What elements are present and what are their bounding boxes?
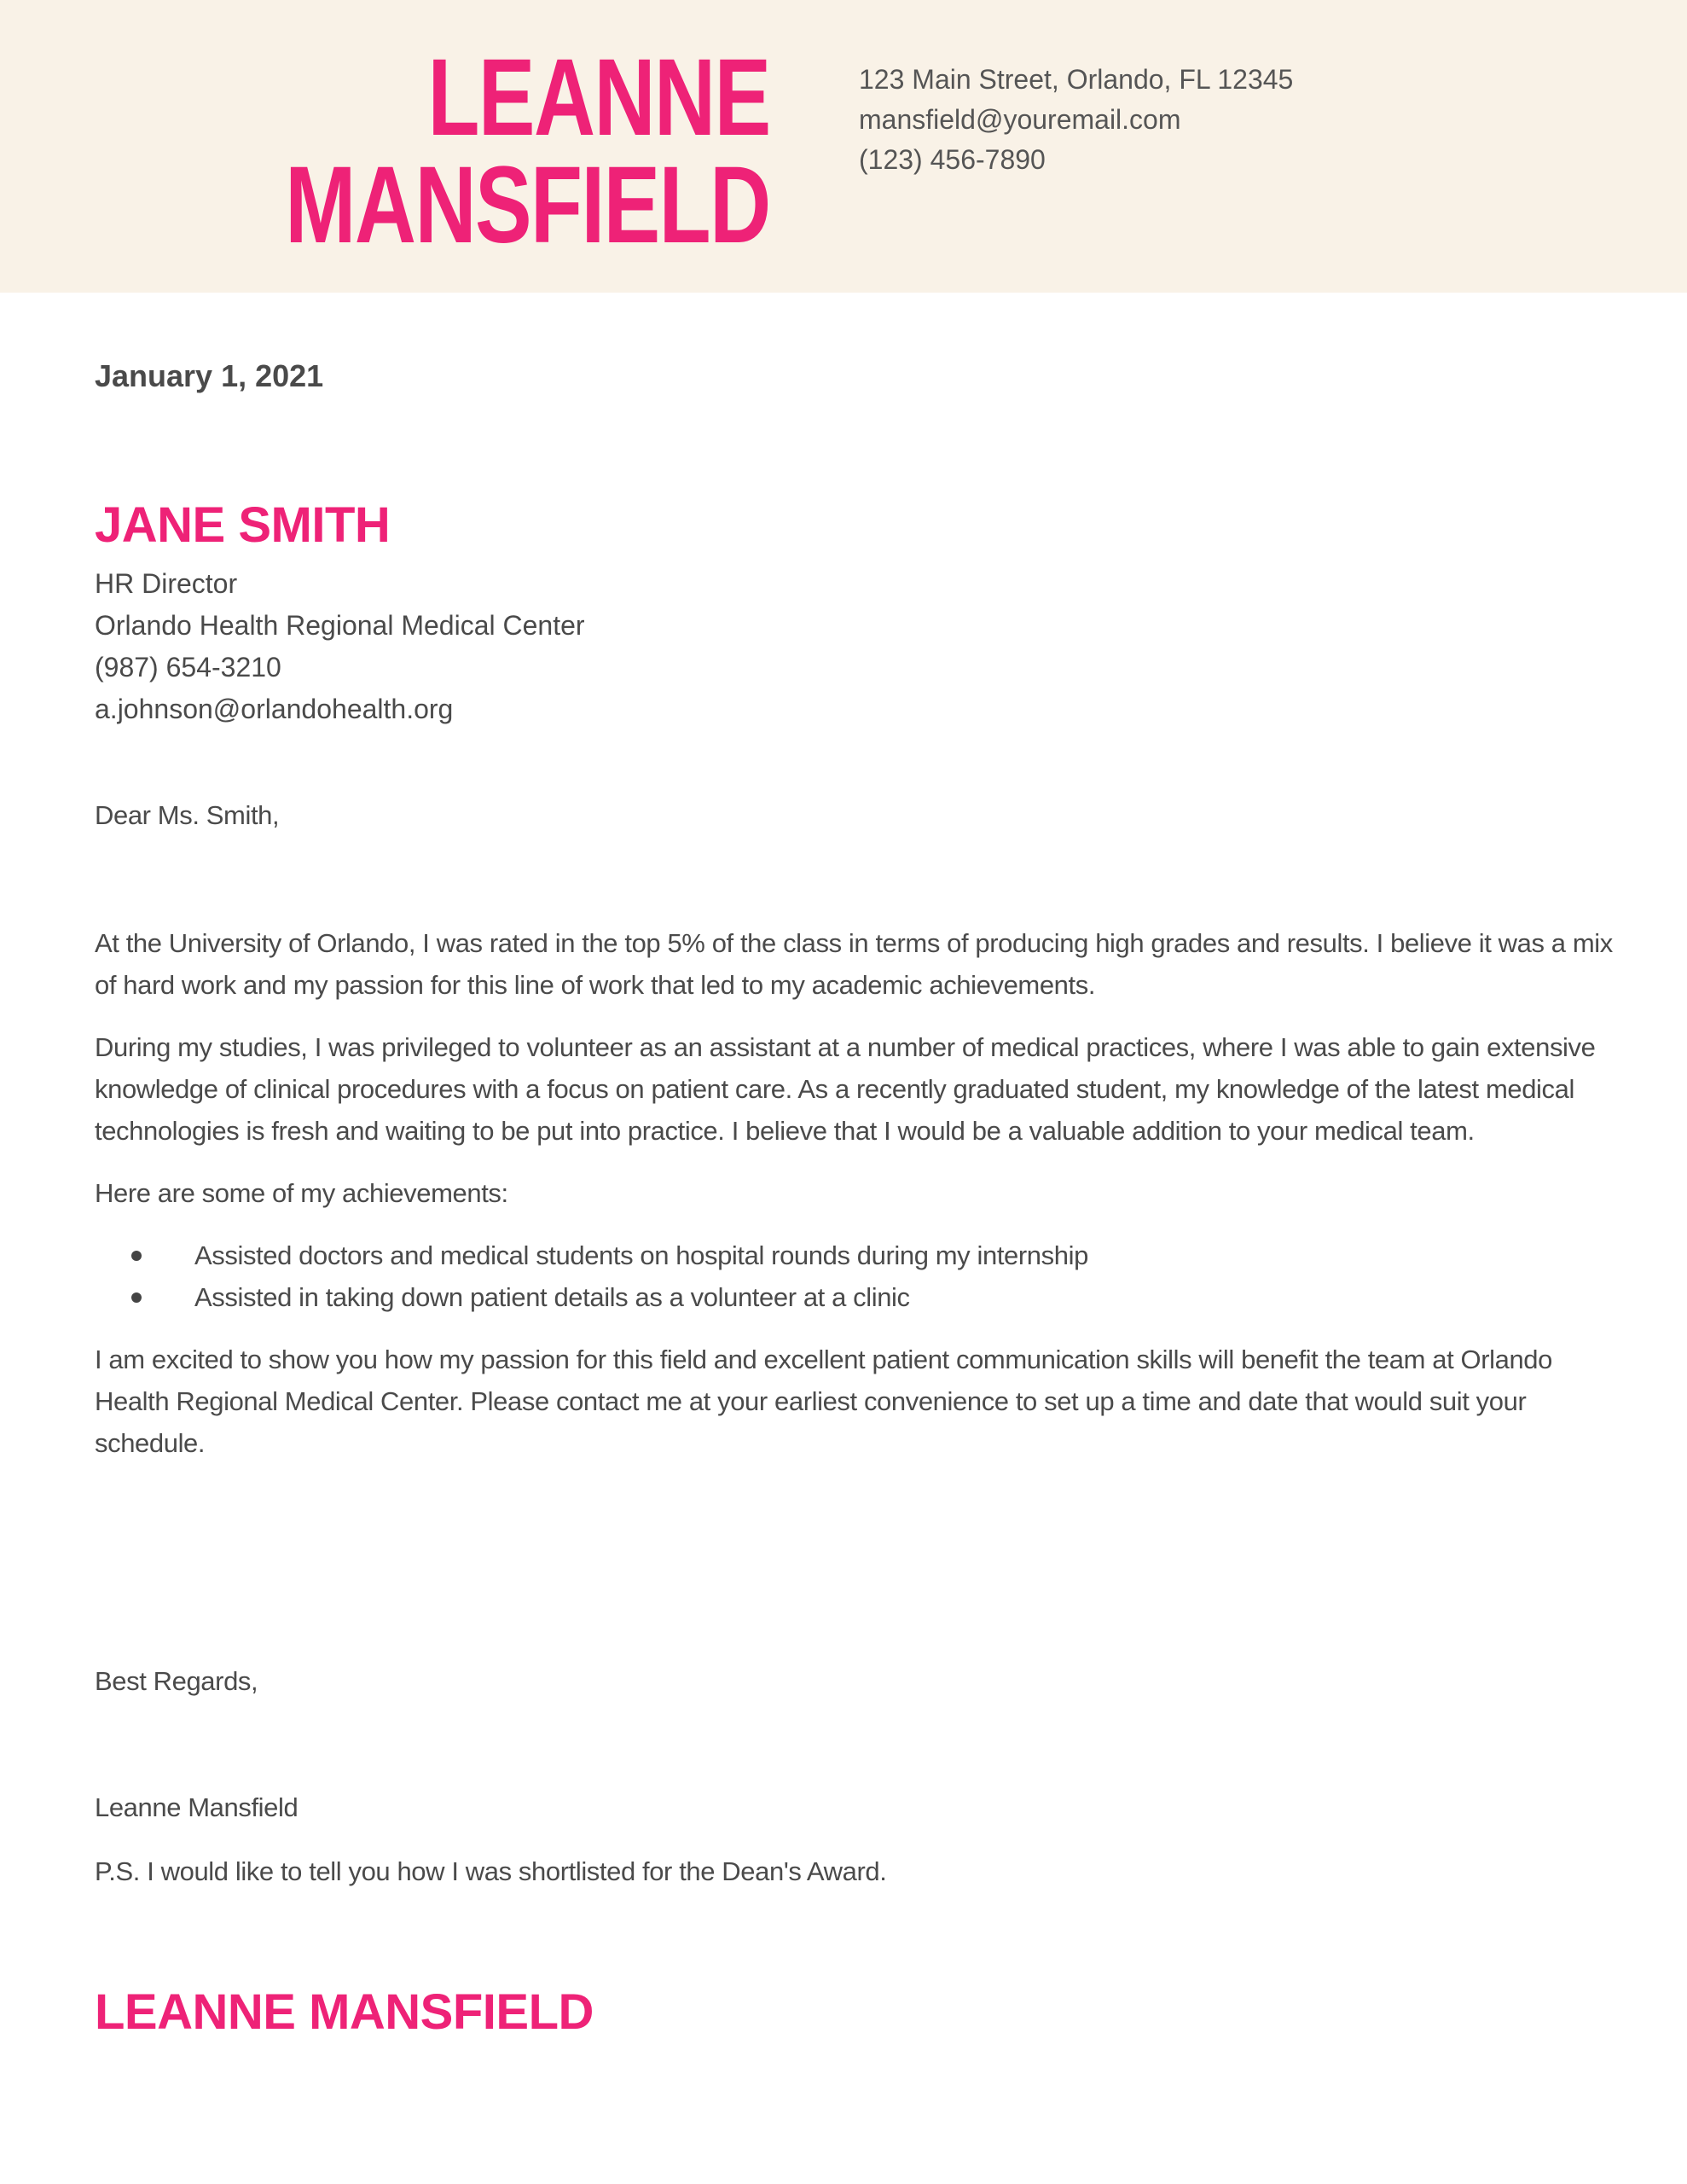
sender-email: mansfield@youremail.com	[859, 104, 1181, 135]
recipient-title: HR Director	[95, 568, 238, 599]
sender-name	[285, 37, 770, 266]
sender-name-line1: LEANNE	[427, 37, 770, 159]
sender-phone: (123) 456-7890	[859, 144, 1046, 175]
footer-name: LEANNE MANSFIELD	[95, 1984, 594, 2040]
recipient-phone: (987) 654-3210	[95, 652, 281, 682]
achievement-text: Assisted doctors and medical students on hospital rounds during my internship	[194, 1240, 1088, 1270]
recipient-name: JANE SMITH	[95, 497, 391, 553]
signature: Leanne Mansfield	[95, 1792, 299, 1822]
sign-off: Best Regards,	[95, 1666, 258, 1696]
recipient-details	[95, 563, 585, 730]
paragraph-3: Here are some of my achievements:	[95, 1178, 508, 1208]
sender-contact	[859, 60, 1293, 180]
list-item	[95, 1276, 1613, 1318]
achievements-list	[95, 1234, 1613, 1318]
sender-address: 123 Main Street, Orlando, FL 12345	[859, 64, 1294, 95]
recipient-email: a.johnson@orlandohealth.org	[95, 694, 454, 724]
sender-name-line2: MANSFIELD	[285, 144, 770, 266]
letter-body	[95, 922, 1613, 1464]
recipient-company: Orlando Health Regional Medical Center	[95, 610, 585, 641]
bullet-icon	[131, 1292, 142, 1303]
achievement-text: Assisted in taking down patient details as a volunteer at a clinic	[194, 1282, 910, 1312]
bullet-icon	[131, 1251, 142, 1261]
paragraph-2: During my studies, I was privileged to volunteer as an assistant at a number of medical practices, where I was able to gain extensive knowledge of clinical procedures with a focus on patient care. As a recently graduated student, my knowledge of the latest medical technologies is fresh and waiting to be put into practice. I believe that I would be a valuable addition to your medical team.	[95, 1032, 1596, 1146]
salutation: Dear Ms. Smith,	[95, 800, 280, 830]
letter-header	[0, 0, 1687, 293]
letter-date: January 1, 2021	[95, 358, 324, 393]
postscript: P.S. I would like to tell you how I was shortlisted for the Dean's Award.	[95, 1856, 887, 1886]
paragraph-1: At the University of Orlando, I was rated in the top 5% of the class in terms of producing high grades and results. I believe it was a mix of hard work and my passion for this line of work that led to my academic achievements.	[95, 928, 1613, 1000]
list-item	[95, 1234, 1613, 1276]
closing-paragraph: I am excited to show you how my passion for this field and excellent patient communication skills will benefit the team at Orlando Health Regional Medical Center. Please contact me at your earliest convenience to set up a time and date that would suit your schedule.	[95, 1345, 1552, 1458]
